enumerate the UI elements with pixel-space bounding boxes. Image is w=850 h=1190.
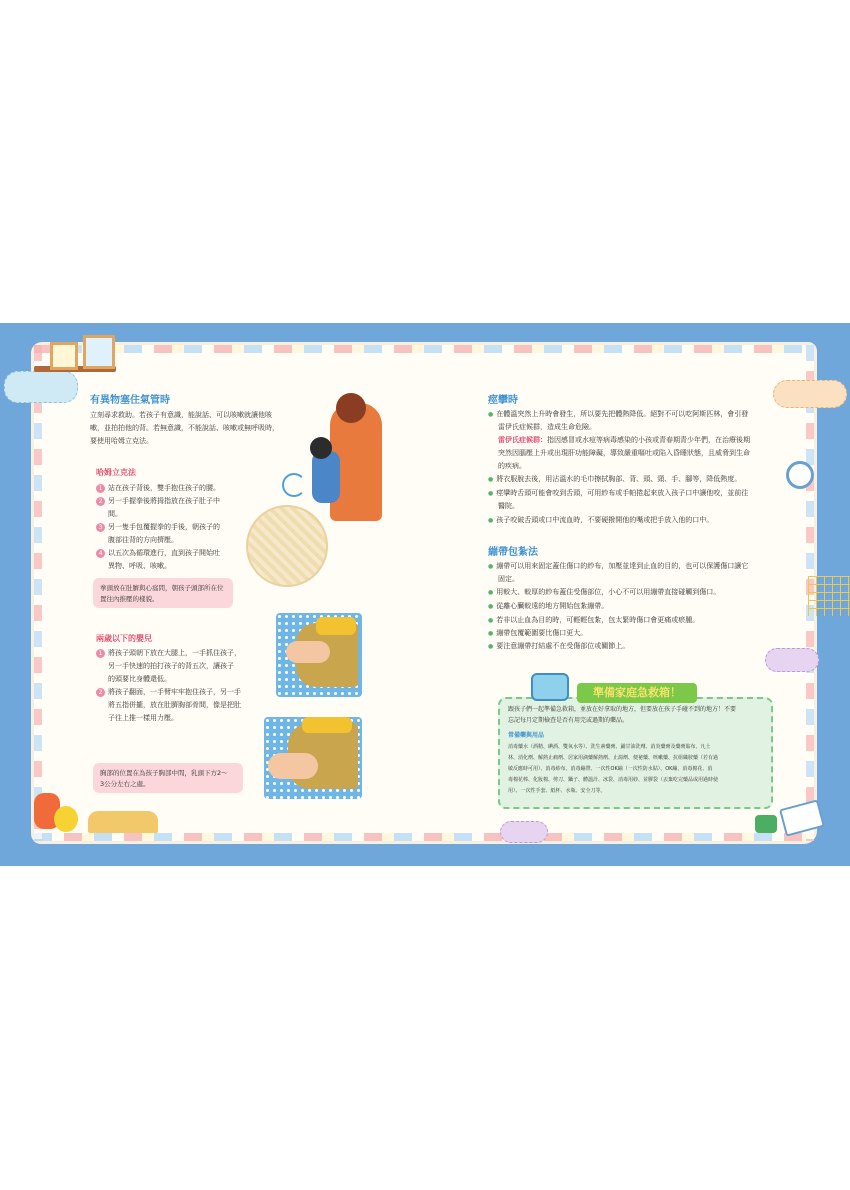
step-text: 異物、呼吸、咳嗽。 xyxy=(108,562,171,570)
infant-back-blow-illustration xyxy=(276,613,362,697)
infant-note xyxy=(93,763,243,793)
heimlich-illustration xyxy=(240,393,390,589)
grid-decoration xyxy=(808,576,850,616)
bandage-item: ● 要注意繃帶打結處不在受傷部位或關節上。 xyxy=(488,640,629,653)
cloud-decoration xyxy=(4,371,78,403)
step-text: 站在孩子背後，雙手抱住孩子的腰。 xyxy=(108,484,220,492)
first-aid-bag-icon xyxy=(531,673,569,701)
reye-syndrome-item xyxy=(498,434,750,447)
kit-intro-line: 跟孩子們一起準備急救箱，並放在好拿取的地方，但要放在孩子手碰不到的地方！不要 xyxy=(508,706,737,713)
decorative-border xyxy=(34,833,814,841)
baby-figure xyxy=(286,641,330,663)
reye-syndrome-cont: 突然因腦壓上升或出現肝功能障礙，導致嚴重嘔吐或陷入昏睡狀態，且威脅到生命 xyxy=(498,449,750,457)
step-number: 1 xyxy=(96,649,105,658)
kit-item-line: 消毒藥水（酒精、碘酒、雙氧水等）、洗生素藥膏、鋪甘油洗劑、消炎藥膏及藥膏貼布、凡士 xyxy=(508,744,711,750)
clock-icon xyxy=(786,461,814,489)
kit-item-line: 用）、一次性手套、紙杯、水瓶、安全刀等。 xyxy=(508,788,606,794)
seizure-item: ● 將衣服脫去後，用沾溫水的毛巾擦拭胸部、背、頭、頸、手、腳等，降低熱度。 xyxy=(488,473,741,486)
intro-line: 立刻尋求救助。若孩子有意識，能說話、可以咳嗽就讓他咳 xyxy=(90,411,272,419)
step-text: 另一隻手包覆握拳的手後，朝孩子的 xyxy=(108,523,220,531)
step-text: 間。 xyxy=(108,510,122,518)
seizure-item-cont: 雷伊氏症候群，造成生命危險。 xyxy=(498,423,596,431)
cloud-decoration xyxy=(765,648,819,672)
infant-step xyxy=(96,686,266,725)
seizure-item-cont: 醫院。 xyxy=(498,502,519,510)
note-line: 3公分左右之處。 xyxy=(100,780,150,788)
step-text: 另一手握拳後將拇指放在孩子肚子中 xyxy=(108,497,220,505)
bandage-item: ● 用較大、較厚的紗布蓋住受傷部位，小心不可以用繃帶直接碰觸到傷口。 xyxy=(488,586,720,599)
kit-intro-line: 忘記每月定期檢查是否有用完或過期的藥品。 xyxy=(508,717,629,724)
step-text: 的頭要比身體還低。 xyxy=(108,675,171,683)
heimlich-step xyxy=(96,495,246,521)
section-title-bandage: 繃帶包紮法 xyxy=(488,547,538,558)
fruit-icon xyxy=(54,806,78,832)
step-text: 將五指併攏，放在肚臍胸部骨間，像是把肚 xyxy=(108,701,241,709)
sandcastle-icon xyxy=(88,811,158,833)
reye-label: 雷伊氏症候群： xyxy=(498,436,547,444)
first-aid-kit-title: 準備家庭急救箱！ xyxy=(577,683,697,703)
seizure-item: ● 在體溫突然上升時會發生，所以要先把體熱降低。絕對不可以吃阿斯匹林，會引發 xyxy=(488,408,748,421)
subsection-title-heimlich: 哈姆立克法 xyxy=(96,468,136,477)
decorative-border xyxy=(34,345,42,841)
note-line: 胸部的位置在為孩子胸部中間，乳頭下方2～ xyxy=(100,769,228,777)
step-text: 另一手快速的拍打孩子的背五次，讓孩子 xyxy=(108,662,234,670)
breath-swirl-icon xyxy=(282,473,306,497)
baby-figure xyxy=(268,753,318,779)
step-text: 將孩子頭朝下放在大腿上，一手抓住孩子， xyxy=(108,649,241,657)
belly-closeup xyxy=(246,505,328,587)
adult-head xyxy=(336,393,366,423)
watering-can-icon xyxy=(755,815,777,833)
step-text: 以五次為循環進行，直到孩子開始吐 xyxy=(108,549,220,557)
seizure-item: ● 痙攣時舌頭可能會咬到舌頭，可用紗布或手帕捲起來放入孩子口中讓他咬，並前往 xyxy=(488,487,748,500)
heimlich-step xyxy=(96,547,246,573)
note-line: 置往內推壓的樣貌。 xyxy=(100,595,159,603)
step-number: 1 xyxy=(96,484,105,493)
heimlich-step xyxy=(96,521,246,547)
subsection-title-infant: 兩歲以下的嬰兒 xyxy=(96,634,152,643)
step-number: 2 xyxy=(96,688,105,697)
decorative-border xyxy=(34,345,814,353)
child-head xyxy=(310,437,332,459)
step-text: 子往上推一樣用力壓。 xyxy=(108,714,178,722)
intro-line: 要使用哈姆立克法。 xyxy=(90,437,153,445)
kit-item-line: 敏反應時可用）、消毒紗布、消毒繃帶、一次性OK繃（一次性防水貼）、OK繃、消毒棉花、消 xyxy=(508,766,713,772)
bandage-item: ● 繃帶可以用來固定蓋住傷口的紗布，加壓並達到止血的目的，也可以保護傷口讓它 xyxy=(488,560,748,573)
section-title-choking: 有異物塞住氣管時 xyxy=(90,395,170,406)
infant-chest-thrust-illustration xyxy=(264,717,362,799)
heimlich-step xyxy=(96,482,246,495)
cloud-decoration xyxy=(500,821,548,843)
kit-item-line: 林、消化劑、解熱止痛劑、居家用滴藥解熱劑、止瀉劑、便祕藥、咳嗽藥、抗組織胺藥（若有過 xyxy=(508,755,719,761)
kit-subtitle: 常備藥與用品 xyxy=(508,732,545,739)
infant-step xyxy=(96,647,266,686)
bandage-item: ● 繃帶包覆範圍要比傷口更大。 xyxy=(488,627,587,640)
cloud-decoration xyxy=(773,380,847,408)
bandage-item-cont: 固定。 xyxy=(498,575,519,583)
photo-frame xyxy=(50,342,78,370)
note-line: 拳頭放在肚臍與心窩間，朝孩子頭部所在位 xyxy=(100,584,224,592)
bandage-item: ● 從離心臟較遠的地方開始包紮繃帶。 xyxy=(488,600,608,613)
step-text: 將孩子翻面，一手臂牢牢抱住孩子，另一手 xyxy=(108,688,241,696)
step-number: 3 xyxy=(96,523,105,532)
child-figure xyxy=(312,451,340,503)
heimlich-note xyxy=(93,578,233,608)
reye-syndrome-cont: 的疾病。 xyxy=(498,462,526,470)
section-title-seizure: 痙攣時 xyxy=(488,395,518,406)
adult-sleeve xyxy=(302,717,352,733)
step-number: 4 xyxy=(96,549,105,558)
book-spread xyxy=(0,323,850,866)
step-number: 2 xyxy=(96,497,105,506)
step-text: 腹部往背的方向擠壓。 xyxy=(108,536,178,544)
photo-frame xyxy=(83,335,115,369)
reye-text: 指因感冒或水痘等病毒感染的小孩或青春期青少年們，在治療後期 xyxy=(547,436,750,444)
seizure-item: ● 孩子咬破舌頭或口中流血時，不要硬撥開他的嘴或把手放入他的口中。 xyxy=(488,514,713,527)
adult-sleeve xyxy=(316,617,356,635)
bandage-item: ● 若非以止血為目的時，可輕輕包紮，包太緊時傷口會更痛或瘀腫。 xyxy=(488,614,699,627)
kit-item-line: 毒棉花棒、化妝棉、剪刀、鑷子、體溫計、冰袋、消毒用紗、並膠袋（丟棄吃完藥品或用過時使 xyxy=(508,777,719,783)
intro-line: 嗽，並拍拍他的背。若無意識，不能說話、咳嗽或無呼吸時， xyxy=(90,424,279,432)
